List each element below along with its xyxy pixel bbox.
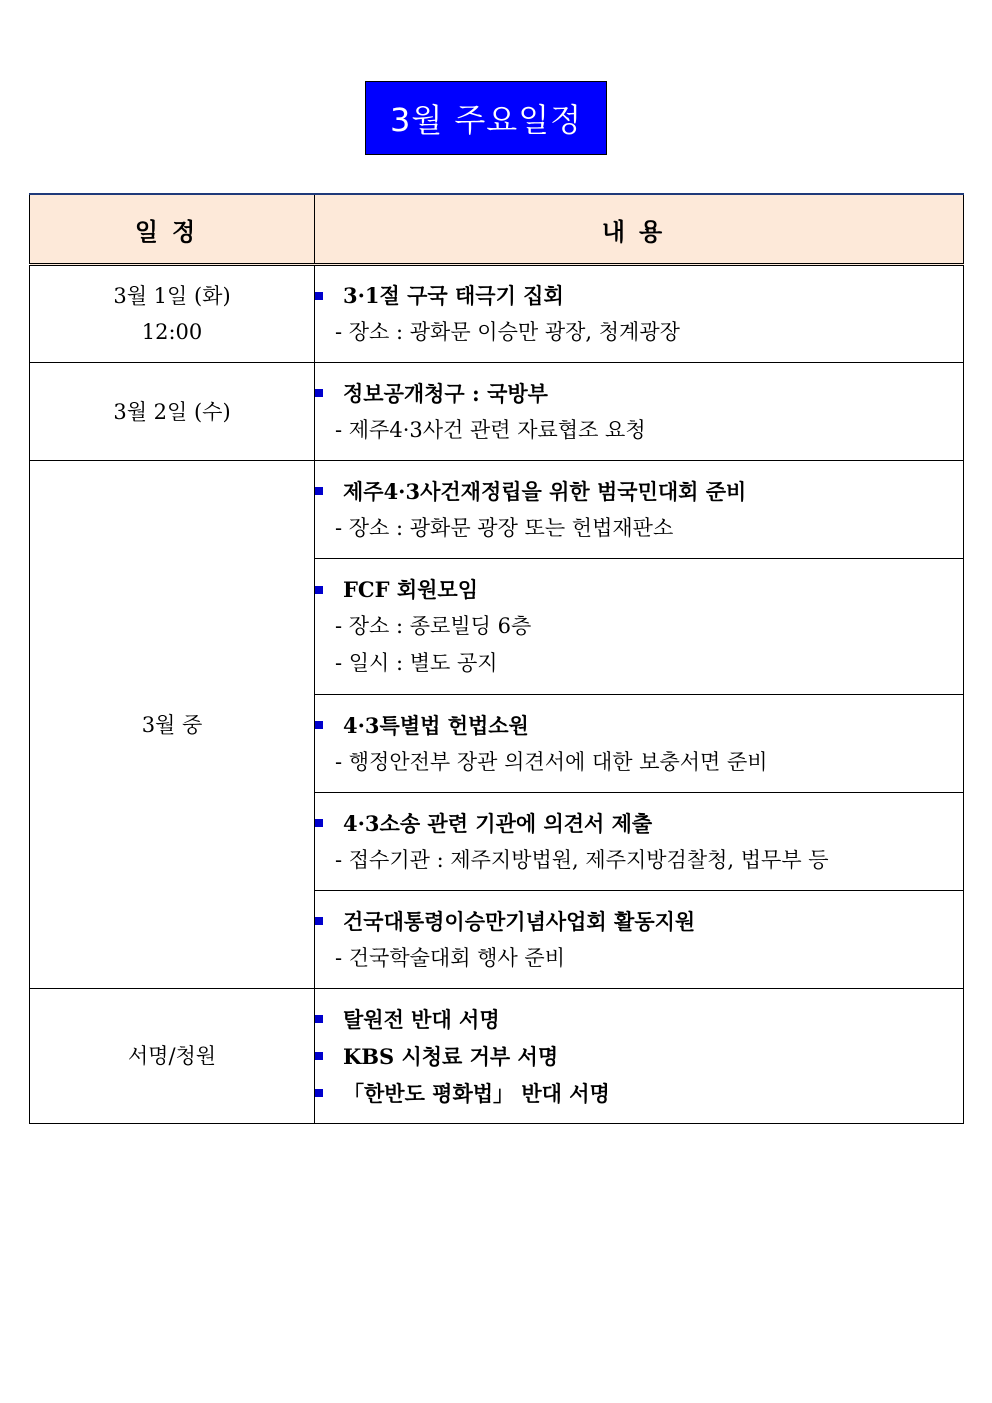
- content-cell: [315, 363, 964, 461]
- table-header-row: [30, 194, 964, 265]
- date-cell: [30, 461, 315, 989]
- date-line: 서명/청원: [127, 1044, 217, 1068]
- time-line: 12:00: [141, 320, 203, 344]
- content-cell: [315, 891, 964, 989]
- table-row: [30, 265, 964, 363]
- item-detail: - 건국학술대회 행사 준비: [335, 945, 565, 970]
- table-row: [30, 363, 964, 461]
- square-bullet-icon: [315, 721, 323, 729]
- square-bullet-icon: [315, 292, 323, 300]
- header-content: 내용: [315, 194, 964, 265]
- item-detail: - 접수기관 : 제주지방법원, 제주지방검찰청, 법무부 등: [335, 847, 829, 872]
- date-cell: [30, 989, 315, 1124]
- item-title: 「한반도 평화법」 반대 서명: [343, 1080, 610, 1106]
- item-title: 탈원전 반대 서명: [343, 1006, 500, 1032]
- list-item: [315, 473, 963, 510]
- header-date: 일정: [30, 194, 315, 265]
- list-item: [315, 707, 963, 744]
- item-title: FCF 회원모임: [343, 577, 478, 602]
- content-cell: [315, 559, 964, 695]
- item-title: 3·1절 구국 태극기 집회: [343, 283, 564, 308]
- list-item: [315, 1075, 963, 1112]
- square-bullet-icon: [315, 1052, 323, 1060]
- item-detail: - 장소 : 광화문 이승만 광장, 청계광장: [335, 320, 680, 344]
- content-cell: [315, 695, 964, 793]
- date-line: 3월 2일 (수): [113, 399, 231, 424]
- item-title: 4·3소송 관련 기관에 의견서 제출: [343, 810, 653, 836]
- item-detail: - 행정안전부 장관 의견서에 대한 보충서면 준비: [335, 749, 768, 774]
- list-item: [315, 805, 963, 842]
- item-detail: - 일시 : 별도 공지: [335, 651, 498, 675]
- item-detail: - 장소 : 종로빌딩 6층: [335, 614, 532, 638]
- item-detail: - 제주4·3사건 관련 자료협조 요청: [335, 417, 646, 442]
- square-bullet-icon: [315, 389, 323, 397]
- list-item: [315, 375, 963, 412]
- list-item: [315, 277, 963, 314]
- item-title: 정보공개청구 : 국방부: [343, 380, 548, 406]
- square-bullet-icon: [315, 819, 323, 827]
- square-bullet-icon: [315, 917, 323, 925]
- list-item: [315, 1038, 963, 1075]
- page-title: 3월 주요일정: [365, 81, 607, 155]
- item-title: 4·3특별법 헌법소원: [343, 712, 529, 738]
- item-title: KBS 시청료 거부 서명: [343, 1043, 559, 1069]
- date-line: 3월 중: [141, 712, 203, 737]
- item-detail: - 장소 : 광화문 광장 또는 헌법재판소: [335, 515, 674, 540]
- item-title: 건국대통령이승만기념사업회 활동지원: [343, 908, 696, 934]
- content-cell: [315, 461, 964, 559]
- date-cell: [30, 363, 315, 461]
- table-row: [30, 989, 964, 1124]
- square-bullet-icon: [315, 1089, 323, 1097]
- content-cell: [315, 989, 964, 1124]
- list-item: [315, 903, 963, 940]
- date-cell: [30, 265, 315, 363]
- date-line: 3월 1일 (화): [113, 284, 231, 308]
- content-cell: [315, 793, 964, 891]
- table-row: [30, 461, 964, 559]
- square-bullet-icon: [315, 487, 323, 495]
- schedule-table: [29, 193, 964, 1124]
- square-bullet-icon: [315, 1015, 323, 1023]
- list-item: [315, 571, 963, 608]
- content-cell: [315, 265, 964, 363]
- list-item: [315, 1001, 963, 1038]
- item-title: 제주4·3사건재정립을 위한 범국민대회 준비: [343, 478, 747, 504]
- square-bullet-icon: [315, 586, 323, 594]
